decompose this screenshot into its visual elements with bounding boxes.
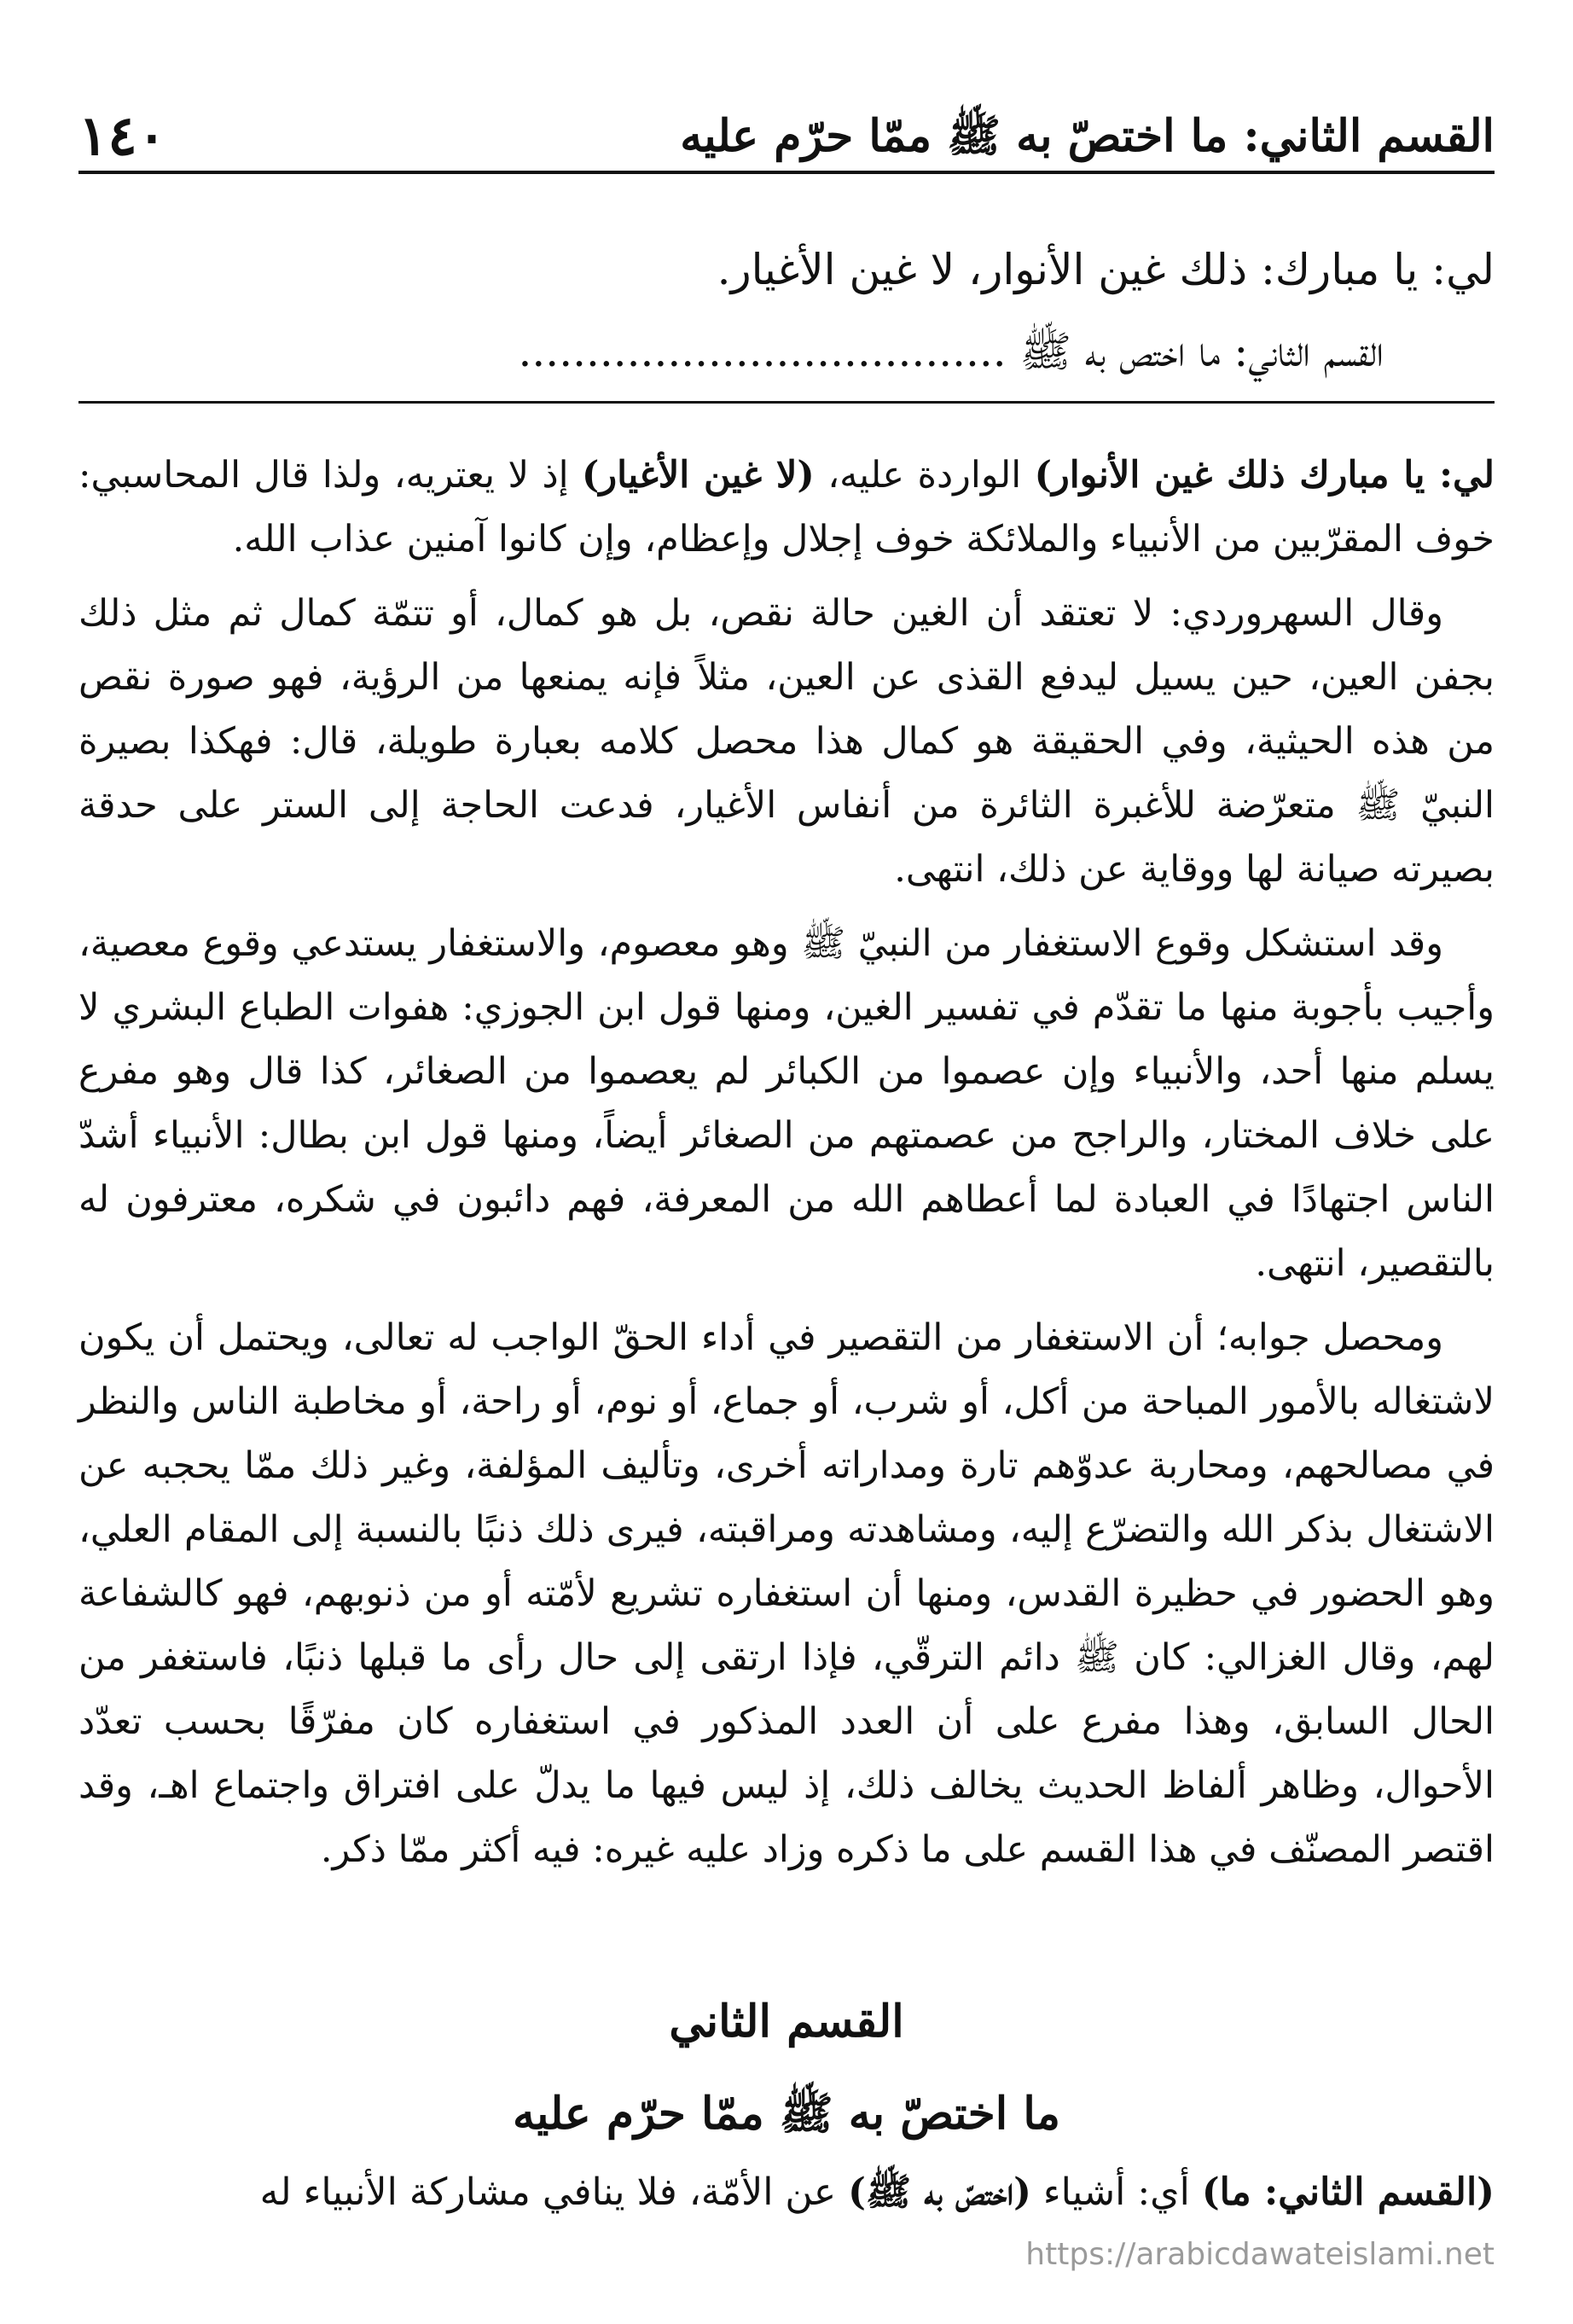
matn-block [78,229,1495,392]
paragraph-text: أي: أشياء [1030,2170,1202,2214]
watermark: https://arabicdawateislami.net [1025,2237,1495,2272]
section-subtitle: ما اختصّ به ﷺ ممّا حرّم عليه [512,2088,1061,2140]
paragraph: ومحصل جوابه؛ أن الاستغفار من التقصير في أداء الحقّ الواجب له تعالى، ويحتمل أن يكون لاشتغاله بالأمور المباحة من أكل، أو شرب، أو جماع، أو نوم، أو راحة، أو مخاطبة الناس والنظر في مصالحهم، ومحاربة عدوّهم تارة ومداراته أخرى، وتأليف المؤلفة، وغير ذلك ممّا يحجبه عن الاشتغال بذكر الله والتضرّع إليه، ومشاهدته ومراقبته، فيرى ذلك ذنبًا بالنسبة إلى المقام العلي، وهو الحضور في حظيرة القدس، ومنها أن استغفاره تشريع لأمّته أو من ذنوبهم، فهو كالشفاعة لهم، وقال الغزالي: كان ﷺ دائم الترقّي، فإذا ارتقى إلى حال رأى ما قبلها ذنبًا، فاستغفر من الحال السابق، وهذا مفرع على أن العدد المذكور في استغفاره كان مفرّقًا بحسب تعدّد الأحوال، وظاهر ألفاظ الحديث يخالف ذلك، إذ ليس فيها ما يدلّ على افتراق واجتماع اهـ، وقد اقتصر المصنّف في هذا القسم على ما ذكره وزاد عليه غيره: فيه أكثر ممّا ذكر. [78,1316,1495,1871]
matn-dots: .................................... [518,327,1007,376]
closing-line [78,2158,1495,2227]
matn-divider [78,401,1495,404]
matn-line [78,311,1495,392]
bold-quote: لي: يا مبارك ذلك غين الأنوار) [1034,454,1495,497]
paragraph-text: إذ لا يعتريه، ولذا قال المحاسبي: خوف المقرّبين من الأنبياء والملائكة خوف إجلال وإعظام، وإن كانوا آمنين عذاب الله. [78,454,1495,561]
running-header [78,82,1495,176]
section-heading [78,1979,1495,2157]
matn-line: لي: يا مبارك: ذلك غين الأنوار، لا غين الأغيار. [717,245,1495,294]
commentary-body [78,444,1495,1892]
header-divider [78,171,1495,174]
running-title: القسم الثاني: ما اختصّ به ﷺ ممّا حرّم عليه [680,110,1495,162]
page-number: ١٤٠ [78,104,167,168]
bold-quote: (لا غين الأغيار) [582,454,815,497]
paragraph: وقد استشكل وقوع الاستغفار من النبيّ ﷺ وهو معصوم، والاستغفار يستدعي وقوع معصية، وأجيب بأجوبة منها ما تقدّم في تفسير الغين، ومنها قول ابن الجوزي: هفوات الطباع البشري لا يسلم منها أحد، والأنبياء وإن عصموا من الكبائر لم يعصموا من الصغائر، كذا قال وهو مفرع على خلاف المختار، والراجح من عصمتهم من الصغائر أيضاً، ومنها قول ابن بطال: الأنبياء أشدّ الناس اجتهادًا في العبادة لما أعطاهم الله من المعرفة، فهم دائبون في شكره، معترفون له بالتقصير، انتهى. [78,922,1495,1285]
matn-section-label: القسم الثاني: ما اختص به ﷺ [1019,327,1384,376]
paragraph: وقال السهروردي: لا تعتقد أن الغين حالة نقص، بل هو كمال، أو تتمّة كمال ثم مثل ذلك بجفن العين، حين يسيل ليدفع القذى عن العين، مثلاً فإنه يمنعها من الرؤية، فهو صورة نقص من هذه الحيثية، وفي الحقيقة هو كمال هذا محصل كلامه بعبارة طويلة، قال: فهكذا بصيرة النبيّ ﷺ متعرّضة للأغبرة الثائرة من أنفاس الأغيار، فدعت الحاجة إلى الستر على حدقة بصيرته صيانة لها ووقاية عن ذلك، انتهى. [78,592,1495,891]
paragraph [78,444,1495,572]
paragraph-text: عن الأمّة، فلا ينافي مشاركة الأنبياء له [259,2170,849,2214]
paragraph-text: الواردة عليه، [814,454,1035,497]
bold-quote: (اختصّ به ﷺ) [848,2170,1031,2214]
bold-quote: (القسم الثاني: ما) [1201,2170,1495,2214]
section-title: القسم الثاني [669,1996,904,2048]
